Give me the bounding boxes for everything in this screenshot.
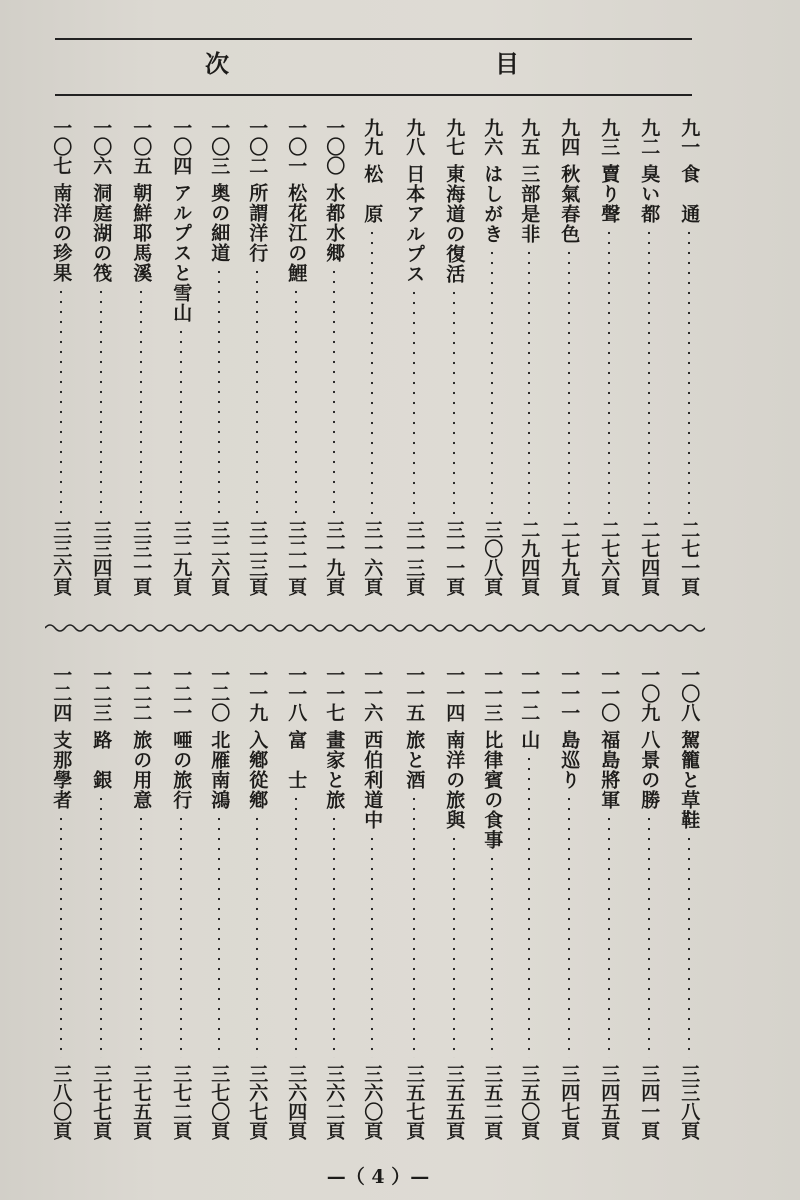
entry-title: 賣り聲 xyxy=(598,164,621,224)
wavy-divider xyxy=(45,620,705,636)
dot-leader xyxy=(568,794,570,1058)
entry-title: 島巡り xyxy=(558,730,581,790)
entry-number: 九五 xyxy=(518,118,541,156)
entry-number: 一〇三 xyxy=(208,118,231,175)
toc-entry[interactable] xyxy=(167,118,195,596)
entry-number: 一〇〇 xyxy=(323,118,346,175)
entry-number: 一〇六 xyxy=(90,118,113,175)
dot-leader xyxy=(218,814,220,1058)
entry-page: 二七一頁 xyxy=(678,520,701,596)
entry-title: 秋氣春色 xyxy=(558,164,581,244)
entry-number: 九一 xyxy=(678,118,701,156)
toc-entry[interactable] xyxy=(440,665,468,1140)
toc-entry[interactable] xyxy=(440,118,468,596)
toc-entry[interactable] xyxy=(282,665,310,1140)
entry-title: 奥の細道 xyxy=(208,183,231,263)
entry-page: 三六七頁 xyxy=(246,1064,269,1140)
dot-leader xyxy=(140,814,142,1058)
entry-number: 一〇一 xyxy=(285,118,308,175)
entry-page: 三六二頁 xyxy=(323,1064,346,1140)
dot-leader xyxy=(180,327,182,514)
entry-page: 三一一頁 xyxy=(443,520,466,596)
dot-leader xyxy=(218,267,220,514)
dot-leader xyxy=(371,228,373,514)
entry-number: 一一二 xyxy=(518,665,541,722)
entry-number: 一二二 xyxy=(130,665,153,722)
entry-page: 三七〇頁 xyxy=(208,1064,231,1140)
entry-title: 福島將軍 xyxy=(598,730,621,810)
dot-leader xyxy=(491,248,493,514)
entry-title: 三部是非 xyxy=(518,164,541,244)
entry-page: 三三一頁 xyxy=(130,520,153,596)
entry-number: 一〇二 xyxy=(246,118,269,175)
entry-page: 三三四頁 xyxy=(90,520,113,596)
dot-leader xyxy=(100,794,102,1058)
entry-title: 富 士 xyxy=(285,730,308,790)
entry-page: 三八〇頁 xyxy=(50,1064,73,1140)
dot-leader xyxy=(333,267,335,514)
entry-number: 一一六 xyxy=(361,665,384,722)
entry-title: 唖の旅行 xyxy=(170,730,193,810)
entry-title: 臭い都 xyxy=(638,164,661,224)
entry-title: 八景の勝 xyxy=(638,730,661,810)
toc-entry[interactable] xyxy=(243,665,271,1140)
entry-page: 三四五頁 xyxy=(598,1064,621,1140)
entry-number: 九二 xyxy=(638,118,661,156)
toc-entry[interactable] xyxy=(635,118,663,596)
entry-page: 三四七頁 xyxy=(558,1064,581,1140)
entry-title: 山 xyxy=(518,730,541,750)
entry-title: 南洋の珍果 xyxy=(50,183,73,283)
dot-leader xyxy=(256,814,258,1058)
entry-page: 三五〇頁 xyxy=(518,1064,541,1140)
entry-page: 三二一頁 xyxy=(285,520,308,596)
dot-leader xyxy=(648,814,650,1058)
toc-entry[interactable] xyxy=(515,665,543,1140)
entry-page: 三三六頁 xyxy=(50,520,73,596)
dot-leader xyxy=(453,288,455,514)
entry-number: 一一一 xyxy=(558,665,581,722)
entry-page: 三一九頁 xyxy=(323,520,346,596)
dot-leader xyxy=(491,854,493,1058)
dot-leader xyxy=(528,248,530,514)
dot-leader xyxy=(295,287,297,514)
entry-title: はしがき xyxy=(481,164,504,244)
entry-page: 三一六頁 xyxy=(361,520,384,596)
entry-title: 旅の用意 xyxy=(130,730,153,810)
dot-leader xyxy=(60,287,62,514)
dot-leader xyxy=(688,834,690,1058)
entry-page: 三一三頁 xyxy=(403,520,426,596)
entry-title: 所謂洋行 xyxy=(246,183,269,263)
entry-number: 一〇九 xyxy=(638,665,661,722)
entry-title: 日本アルプス xyxy=(403,164,426,284)
entry-page: 二七四頁 xyxy=(638,520,661,596)
dot-leader xyxy=(688,228,690,514)
toc-entry[interactable] xyxy=(205,118,233,596)
entry-page: 三五五頁 xyxy=(443,1064,466,1140)
dot-leader xyxy=(371,834,373,1058)
entry-number: 九三 xyxy=(598,118,621,156)
entry-number: 九七 xyxy=(443,118,466,156)
toc-entry[interactable] xyxy=(555,665,583,1140)
entry-title: 駕籠と草鞋 xyxy=(678,730,701,830)
entry-page: 三四一頁 xyxy=(638,1064,661,1140)
dot-leader xyxy=(140,287,142,514)
toc-entry[interactable] xyxy=(358,665,386,1140)
entry-title: 西伯利道中 xyxy=(361,730,384,830)
entry-title: 朝鮮耶馬溪 xyxy=(130,183,153,283)
toc-entry[interactable] xyxy=(320,665,348,1140)
entry-number: 一二〇 xyxy=(208,665,231,722)
entry-title: 水都水郷 xyxy=(323,183,346,263)
entry-number: 一〇五 xyxy=(130,118,153,175)
entry-number: 一一三 xyxy=(481,665,504,722)
toc-entry[interactable] xyxy=(358,118,386,596)
toc-entry[interactable] xyxy=(320,118,348,596)
toc-entry[interactable] xyxy=(400,665,428,1140)
dot-leader xyxy=(60,814,62,1058)
dot-leader xyxy=(568,248,570,514)
entry-page: 三五二頁 xyxy=(481,1064,504,1140)
dot-leader xyxy=(648,228,650,514)
toc-entry[interactable] xyxy=(47,665,75,1140)
header-left-char: 次 xyxy=(205,49,229,78)
entry-number: 一一五 xyxy=(403,665,426,722)
entry-title: 松 原 xyxy=(361,164,384,224)
entry-page: 三二三頁 xyxy=(246,520,269,596)
entry-number: 一〇七 xyxy=(50,118,73,175)
entry-page: 三七二頁 xyxy=(170,1064,193,1140)
entry-number: 一〇四 xyxy=(170,118,193,175)
dot-leader xyxy=(180,814,182,1058)
dot-leader xyxy=(528,754,530,1058)
entry-page: 三二九頁 xyxy=(170,520,193,596)
entry-title: 支那學者 xyxy=(50,730,73,810)
entry-page: 三五七頁 xyxy=(403,1064,426,1140)
entry-number: 一一〇 xyxy=(598,665,621,722)
entry-number: 一一四 xyxy=(443,665,466,722)
entry-title: 南洋の旅與 xyxy=(443,730,466,830)
header-right-char: 目 xyxy=(495,49,519,78)
dot-leader xyxy=(295,794,297,1058)
entry-page: 二七九頁 xyxy=(558,520,581,596)
toc-entry[interactable] xyxy=(675,118,703,596)
entry-number: 一二四 xyxy=(50,665,73,722)
top-rule xyxy=(55,38,692,40)
dot-leader xyxy=(333,814,335,1058)
toc-entry[interactable] xyxy=(478,118,506,596)
entry-page: 三六四頁 xyxy=(285,1064,308,1140)
entry-number: 九六 xyxy=(481,118,504,156)
toc-entry[interactable] xyxy=(675,665,703,1140)
entry-page: 三六〇頁 xyxy=(361,1064,384,1140)
entry-number: 九九 xyxy=(361,118,384,156)
entry-page: 三七五頁 xyxy=(130,1064,153,1140)
entry-page: 三〇八頁 xyxy=(481,520,504,596)
entry-page: 三七七頁 xyxy=(90,1064,113,1140)
page-folio: —（ 4 ）— xyxy=(326,1166,430,1188)
entry-number: 九四 xyxy=(558,118,581,156)
entry-number: 一二三 xyxy=(90,665,113,722)
entry-page: 二七六頁 xyxy=(598,520,621,596)
entry-number: 九八 xyxy=(403,118,426,156)
entry-title: アルプスと雪山 xyxy=(170,183,193,323)
toc-entry[interactable] xyxy=(243,118,271,596)
entry-page: 二九四頁 xyxy=(518,520,541,596)
entry-page: 三三八頁 xyxy=(678,1064,701,1140)
header-rule xyxy=(55,94,692,96)
entry-number: 一〇八 xyxy=(678,665,701,722)
toc-entry[interactable] xyxy=(127,665,155,1140)
entry-number: 一一八 xyxy=(285,665,308,722)
toc-entry[interactable] xyxy=(515,118,543,596)
toc-entry[interactable] xyxy=(555,118,583,596)
toc-entry[interactable] xyxy=(478,665,506,1140)
toc-entry[interactable] xyxy=(282,118,310,596)
dot-leader xyxy=(608,814,610,1058)
dot-leader xyxy=(413,794,415,1058)
dot-leader xyxy=(608,228,610,514)
entry-title: 比律賓の食事 xyxy=(481,730,504,850)
dot-leader xyxy=(453,834,455,1058)
entry-title: 畫家と旅 xyxy=(323,730,346,810)
toc-entry[interactable] xyxy=(47,118,75,596)
dot-leader xyxy=(413,288,415,514)
entry-title: 路 銀 xyxy=(90,730,113,790)
toc-entry[interactable] xyxy=(167,665,195,1140)
entry-number: 一二一 xyxy=(170,665,193,722)
entry-title: 入鄕從鄕 xyxy=(246,730,269,810)
dot-leader xyxy=(256,267,258,514)
entry-title: 北雁南鴻 xyxy=(208,730,231,810)
entry-title: 東海道の復活 xyxy=(443,164,466,284)
toc-entry[interactable] xyxy=(87,665,115,1140)
entry-number: 一一九 xyxy=(246,665,269,722)
dot-leader xyxy=(100,287,102,514)
toc-entry[interactable] xyxy=(400,118,428,596)
entry-title: 旅と酒 xyxy=(403,730,426,790)
entry-title: 食 通 xyxy=(678,164,701,224)
entry-title: 洞庭湖の筏 xyxy=(90,183,113,283)
toc-entry[interactable] xyxy=(595,118,623,596)
toc-entry[interactable] xyxy=(205,665,233,1140)
toc-entry[interactable] xyxy=(127,118,155,596)
entry-number: 一一七 xyxy=(323,665,346,722)
entry-title: 松花江の鯉 xyxy=(285,183,308,283)
toc-entry[interactable] xyxy=(87,118,115,596)
entry-page: 三二六頁 xyxy=(208,520,231,596)
toc-entry[interactable] xyxy=(635,665,663,1140)
toc-entry[interactable] xyxy=(595,665,623,1140)
